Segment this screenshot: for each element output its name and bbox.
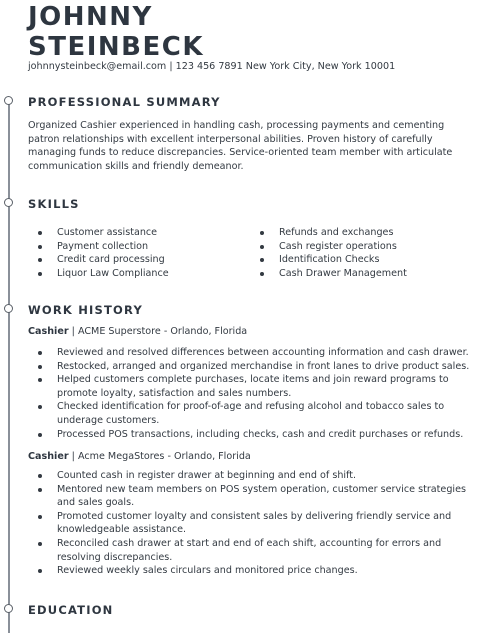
duty-item: Reviewed weekly sales circulars and monitored price changes. [28, 564, 473, 578]
skills-list-left [28, 226, 169, 280]
job-separator: | [71, 451, 75, 462]
skill-item: Refunds and exchanges [250, 226, 407, 240]
name-line-last: STEINBECK [28, 32, 204, 62]
section-title-work: WORK HISTORY [28, 303, 143, 317]
section-title-education: EDUCATION [28, 603, 114, 617]
duty-item: Mentored new team members on POS system operation, customer service strategies and sales goals. [28, 483, 473, 510]
job-header [28, 451, 251, 462]
job-company: Acme MegaStores - Orlando, Florida [77, 451, 251, 462]
timeline-dot-summary [4, 96, 13, 105]
name-line-first: JOHNNY [28, 2, 153, 32]
summary-text: Organized Cashier experienced in handling cash, processing payments and cementing patron relationships with excellent interpersonal abilities. Proven history of carefully managing funds to reduce discrepancies. Service-oriented team member with articulate communication skills and friendly demeanor. [28, 120, 453, 172]
timeline-dot-work [4, 304, 13, 313]
duty-item: Reconciled cash drawer at start and end of each shift, accounting for errors and resolving discrepancies. [28, 537, 473, 564]
contact-info: johnnysteinbeck@email.com | 123 456 7891 New York City, New York 10001 [28, 61, 396, 72]
section-title-summary: PROFESSIONAL SUMMARY [28, 95, 221, 109]
job-company: ACME Superstore - Orlando, Florida [77, 326, 248, 337]
duty-item: Reviewed and resolved differences between accounting information and cash drawer. [28, 346, 473, 360]
skill-item: Liquor Law Compliance [28, 267, 169, 281]
skills-list-right [250, 226, 407, 280]
timeline-dot-skills [4, 198, 13, 207]
duty-item: Promoted customer loyalty and consistent sales by delivering friendly service and knowledgeable assistance. [28, 510, 473, 537]
job-duties-list [28, 469, 473, 578]
job-role: Cashier [28, 451, 69, 462]
job-header [28, 326, 247, 337]
candidate-name [28, 2, 204, 62]
duty-item: Checked identification for proof-of-age and refusing alcohol and tobacco sales to underage customers. [28, 400, 473, 427]
skill-item: Customer assistance [28, 226, 169, 240]
skill-item: Cash Drawer Management [250, 267, 407, 281]
duty-item: Counted cash in register drawer at beginning and end of shift. [28, 469, 473, 483]
skill-item: Cash register operations [250, 240, 407, 254]
job-separator: | [71, 326, 75, 337]
job-duties-list [28, 346, 473, 441]
skill-item: Payment collection [28, 240, 169, 254]
job-role: Cashier [28, 326, 69, 337]
skill-item: Credit card processing [28, 253, 169, 267]
section-title-skills: SKILLS [28, 197, 80, 211]
duty-item: Helped customers complete purchases, locate items and join reward programs to promote loyalty, satisfaction and sales numbers. [28, 373, 473, 400]
duty-item: Restocked, arranged and organized merchandise in front lanes to drive product sales. [28, 360, 473, 374]
duty-item: Processed POS transactions, including checks, cash and credit purchases or refunds. [28, 428, 473, 442]
timeline-dot-education [4, 604, 13, 613]
skill-item: Identification Checks [250, 253, 407, 267]
timeline-line [8, 101, 10, 633]
